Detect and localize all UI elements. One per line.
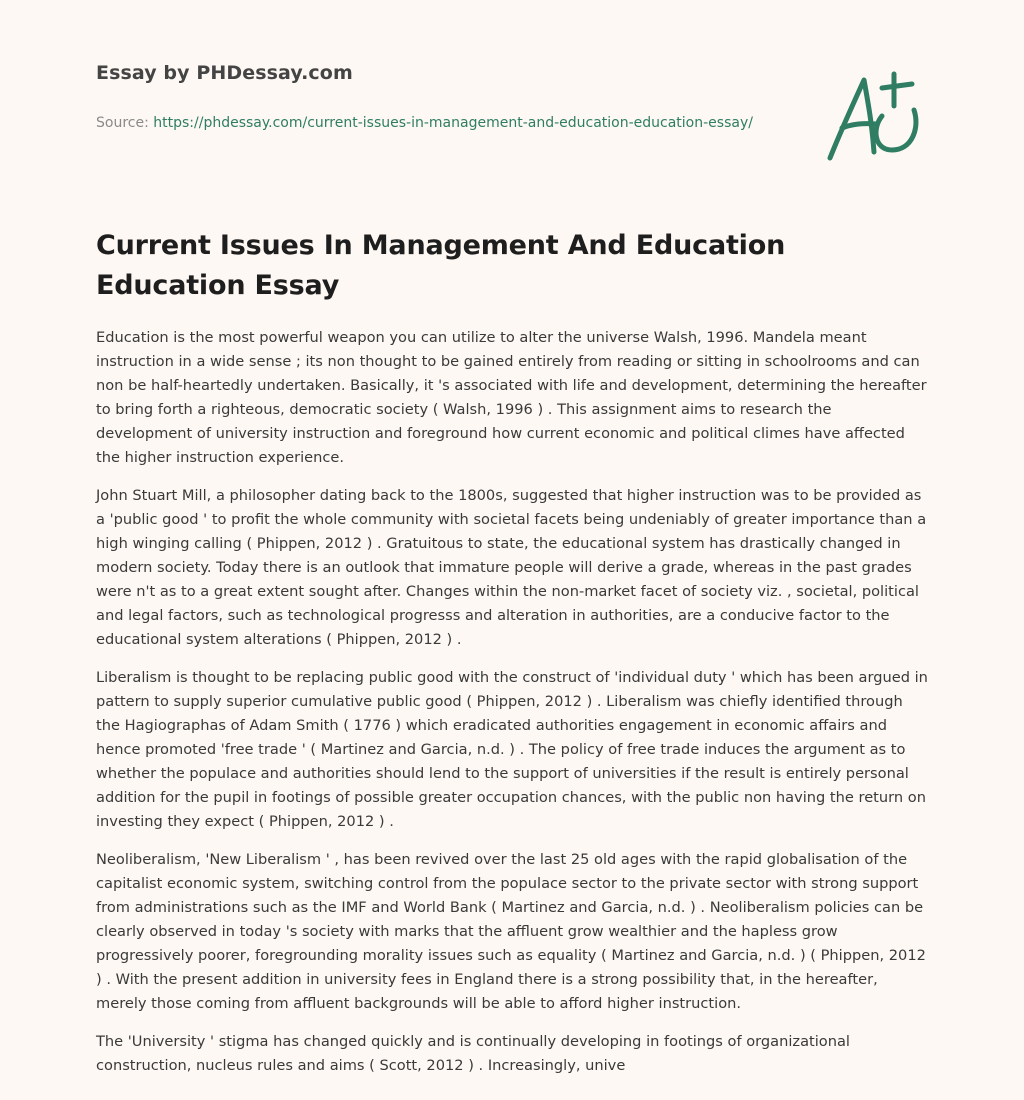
essay-paragraph: The 'University ' stigma has changed quickly and is continually developing in footings of organizational construction, nucleus rules and aims ( Scott, 2012 ) . Increasingly, unive <box>96 1033 850 1074</box>
source-label: Source: <box>96 115 149 131</box>
page-header <box>96 62 776 134</box>
essay-body <box>96 326 928 1092</box>
source-line <box>96 112 776 134</box>
a-plus-logo-icon <box>820 66 932 166</box>
essay-paragraph: Education is the most powerful weapon you can utilize to alter the universe Walsh, 1996. Mandela meant instruction in a wide sense ; its non thought to be gained entirely from reading or sitting in schoolrooms and can non be half-heartedly undertaken. Basically, it 's associated with life and development, determining the hereafter to bring forth a righteous, democratic society ( Walsh, 1996 ) . This assignment aims to research the development of university instruction and foreground how current economic and political climes have affected the higher instruction experience. <box>96 329 927 466</box>
essay-title: Current Issues In Management And Education Education Essay <box>96 230 786 301</box>
essay-paragraph: John Stuart Mill, a philosopher dating back to the 1800s, suggested that higher instruction was to be provided as a 'public good ' to profit the whole community with societal facets being undeniably of greater importance than a high winging calling ( Phippen, 2012 ) . Gratuitous to state, the educational system has drastically changed in modern society. Today there is an outlook that immature people will derive a grade, whereas in the past grades were n't as to a great extent sought after. Changes within the non-market facet of society viz. , societal, political and legal factors, such as technological progresss and alteration in authorities, are a conducive factor to the educational system alterations ( Phippen, 2012 ) . <box>96 487 927 648</box>
source-link[interactable]: https://phdessay.com/current-issues-in-management-and-education-education-essay/ <box>153 115 753 131</box>
essay-paragraph: Neoliberalism, 'New Liberalism ' , has been revived over the last 25 old ages with the rapid globalisation of the capitalist economic system, switching control from the populace sector to the private sector with strong support from administrations such as the IMF and World Bank ( Martinez and Garcia, n.d. ) . Neoliberalism policies can be clearly observed in today 's society with marks that the affluent grow wealthier and the hapless grow progressively poorer, foregrounding morality issues such as equality ( Martinez and Garcia, n.d. ) ( Phippen, 2012 ) . With the present addition in university fees in England there is a strong possibility that, in the hereafter, merely those coming from affluent backgrounds will be able to afford higher instruction. <box>96 851 926 1012</box>
essay-paragraph: Liberalism is thought to be replacing public good with the construct of 'individual duty ' which has been argued in pattern to supply superior cumulative public good ( Phippen, 2012 ) . Liberalism was chiefly identified through the Hagiographas of Adam Smith ( 1776 ) which eradicated authorities engagement in economic affairs and hence promoted 'free trade ' ( Martinez and Garcia, n.d. ) . The policy of free trade induces the argument as to whether the populace and authorities should lend to the support of universities if the result is entirely personal addition for the pupil in footings of possible greater occupation chances, with the public non having the return on investing they expect ( Phippen, 2012 ) . <box>96 669 928 830</box>
site-title: Essay by PHDessay.com <box>96 62 353 84</box>
